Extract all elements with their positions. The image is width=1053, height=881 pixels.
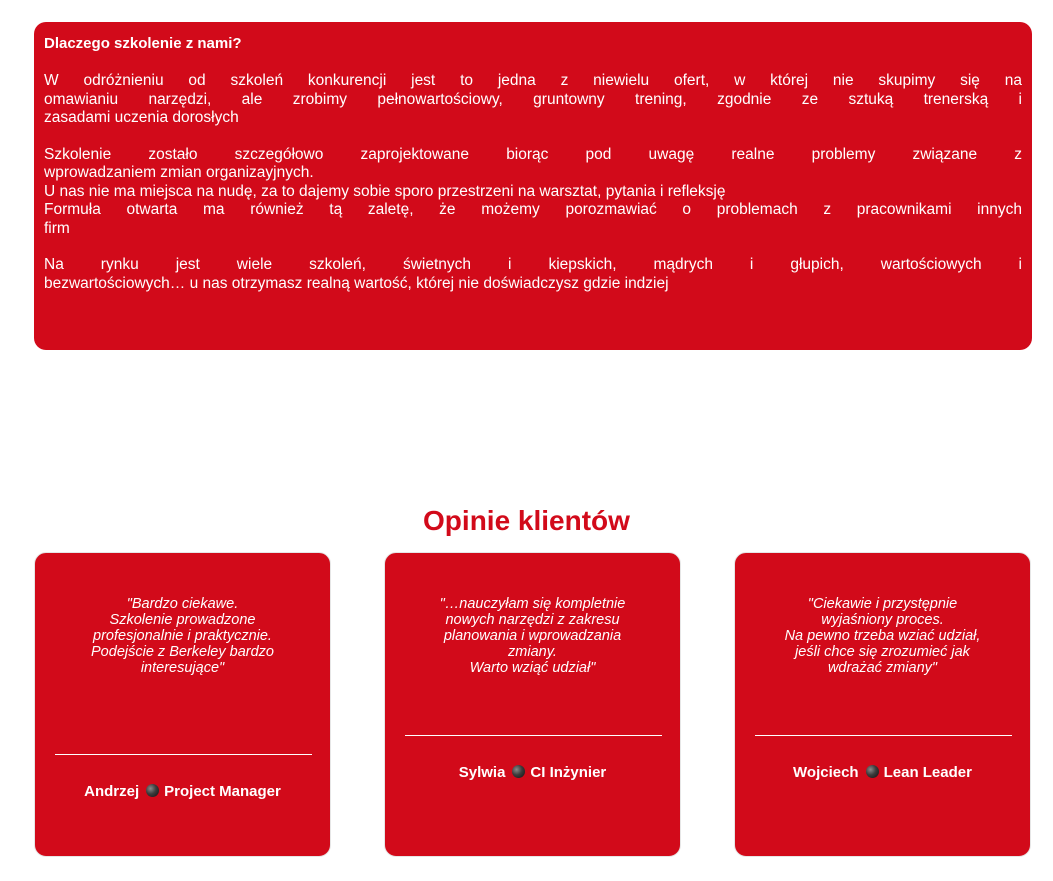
text-line: W odróżnieniu od szkoleń konkurencji jest to jedna z niewielu ofert, w której nie skupimy się na — [44, 72, 1022, 89]
text-line: Formuła otwarta ma również tą zaletę, że możemy porozmawiać o problemach z pracownikami innych — [44, 201, 1022, 218]
author-name: Sylwia — [458, 764, 506, 781]
quote-line: Na pewno trzeba wziać udział, — [784, 628, 981, 644]
quote-line: profesjonalnie i praktycznie. — [93, 628, 272, 644]
testimonial-quote — [55, 596, 310, 676]
quote-line: "Bardzo ciekawe. — [126, 596, 239, 612]
quote-line: Szkolenie prowadzone — [109, 612, 256, 628]
text-line: omawianiu narzędzi, ale zrobimy pełnowartościowy, gruntowny trening, zgodnie ze sztuką trenerską i — [44, 90, 1022, 108]
why-us-title: Dlaczego szkolenie z nami? — [44, 35, 242, 52]
quote-line: planowania i wprowadzania — [443, 628, 622, 644]
text-line: wprowadzaniem zmian organizayjnych. — [44, 164, 314, 181]
testimonial-author — [385, 763, 680, 783]
quote-line: "Ciekawie i przystępnie — [807, 596, 958, 612]
quote-line: wdrażać zmiany" — [827, 660, 938, 676]
testimonial-quote — [755, 596, 1010, 676]
quote-line: wyjaśniony proces. — [821, 612, 944, 628]
divider — [55, 754, 312, 755]
testimonial-card — [734, 552, 1031, 857]
why-us-paragraph-3 — [44, 256, 1022, 293]
author-role: CI Inżynier — [530, 764, 607, 781]
author-role: Lean Leader — [883, 764, 972, 781]
text-line: Szkolenie zostało szczegółowo zaprojektowane biorąc pod uwagę realne problemy związane z — [44, 145, 1022, 163]
text-line: zasadami uczenia dorosłych — [44, 109, 239, 126]
quote-line: Warto wziąć udział" — [469, 660, 596, 676]
testimonial-author — [735, 763, 1030, 783]
author-role: Project Manager — [164, 783, 281, 800]
text-line: U nas nie ma miejsca na nudę, za to dajemy sobie sporo przestrzeni na warsztat, pytania i refleksję — [44, 182, 726, 200]
testimonial-card — [34, 552, 331, 857]
author-name: Andrzej — [84, 783, 140, 800]
divider — [755, 735, 1012, 736]
why-us-paragraph-1 — [44, 72, 1022, 128]
testimonial-card — [384, 552, 681, 857]
separator-dot-icon — [146, 784, 159, 797]
separator-dot-icon — [866, 765, 879, 778]
why-us-box — [34, 22, 1032, 350]
why-us-paragraph-2 — [44, 146, 1022, 239]
quote-line: zmiany. — [508, 644, 557, 660]
testimonial-quote — [405, 596, 660, 676]
testimonials-title: Opinie klientów — [423, 505, 630, 536]
text-line: bezwartościowych… u nas otrzymasz realną wartość, której nie doświadczysz gdzie indziej — [44, 274, 669, 292]
text-line: Na rynku jest wiele szkoleń, świetnych i kiepskich, mądrych i głupich, wartościowych i — [44, 256, 1022, 273]
quote-line: jeśli chce się zrozumieć jak — [795, 644, 970, 660]
divider — [405, 735, 662, 736]
author-name: Wojciech — [793, 764, 859, 781]
quote-line: nowych narzędzi z zakresu — [445, 612, 620, 628]
testimonial-author — [35, 782, 330, 802]
quote-line: "…nauczyłam się kompletnie — [439, 596, 626, 612]
separator-dot-icon — [512, 765, 525, 778]
quote-line: interesujące" — [140, 660, 225, 676]
text-line: firm — [44, 219, 70, 237]
quote-line: Podejście z Berkeley bardzo — [91, 644, 274, 660]
